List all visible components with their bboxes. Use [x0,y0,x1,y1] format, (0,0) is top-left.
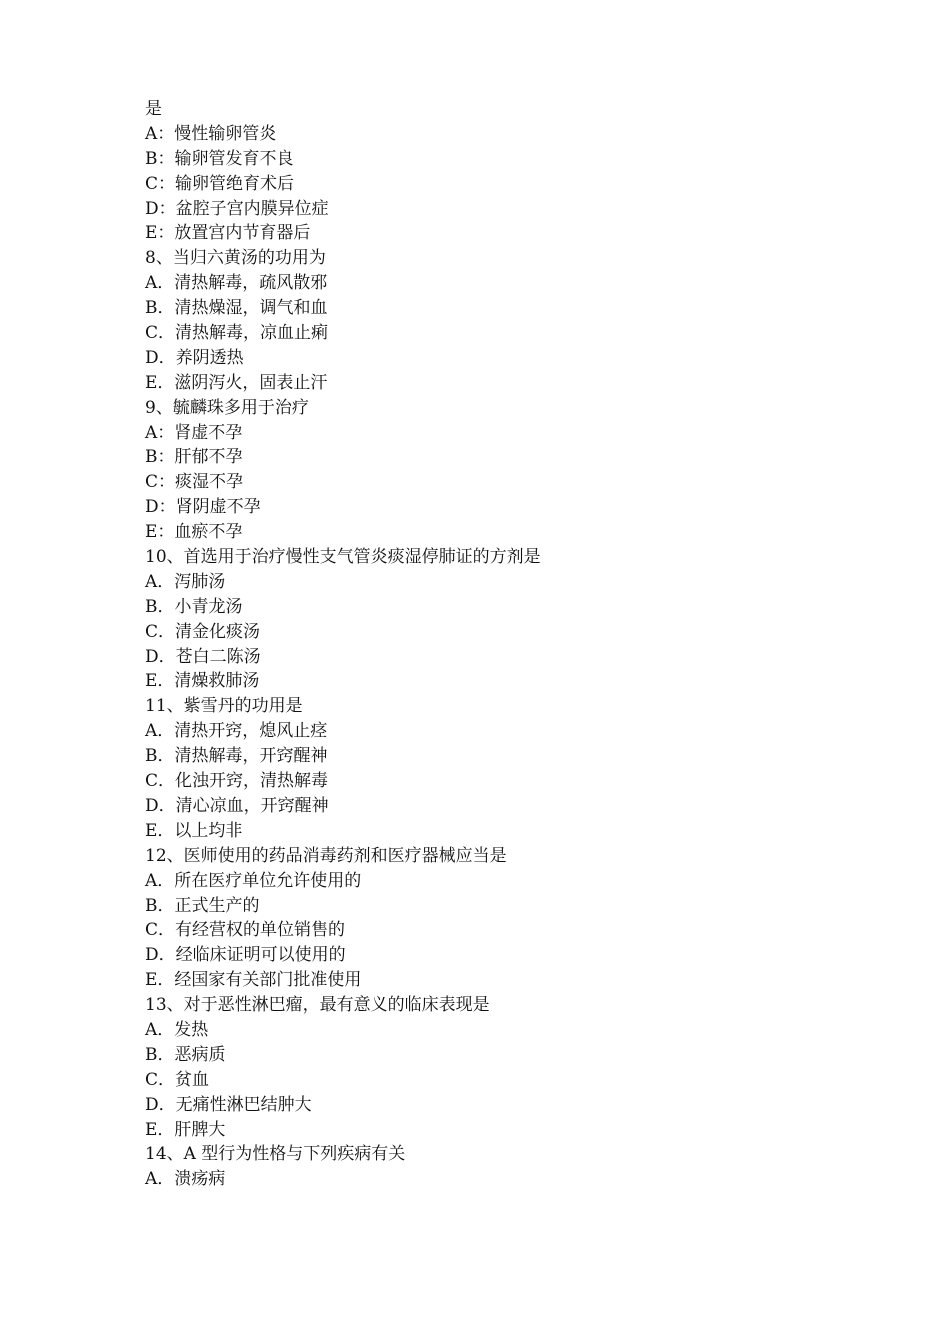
option-line: A．所在医疗单位允许使用的 [145,870,362,891]
question-9: 9、毓麟珠多用于治疗 [145,397,309,418]
option-line: B：输卵管发育不良 [145,148,294,169]
question-11: 11、紫雪丹的功用是 [145,696,303,717]
option-line: E．经国家有关部门批准使用 [145,970,362,991]
question-13: 13、对于恶性淋巴瘤，最有意义的临床表现是 [145,995,490,1016]
document-text [145,97,845,1192]
option-line: B．正式生产的 [145,895,260,916]
question-10: 10、首选用于治疗慢性支气管炎痰湿停肺证的方剂是 [145,547,541,568]
option-line: B．小青龙汤 [145,596,243,617]
option-line: B．清热燥湿，调气和血 [145,298,328,319]
option-line: C．化浊开窍，清热解毒 [145,771,329,792]
option-line: C：输卵管绝育术后 [145,173,295,194]
question-14: 14、A 型行为性格与下列疾病有关 [145,1144,406,1165]
option-line: A．清热解毒，疏风散邪 [145,273,328,294]
option-line: D．经临床证明可以使用的 [145,945,346,966]
text-line: 是 [145,99,162,119]
option-line: C．贫血 [145,1069,210,1090]
option-line: D：盆腔子宫内膜异位症 [145,198,329,219]
option-line: B：肝郁不孕 [145,447,243,468]
option-line: C．有经营权的单位销售的 [145,920,346,941]
option-line: D．苍白二陈汤 [145,646,261,667]
question-8: 8、当归六黄汤的功用为 [145,248,326,269]
option-line: E．以上均非 [145,820,243,841]
option-line: D．清心凉血，开窍醒神 [145,795,329,816]
option-line: A．清热开窍，熄风止痉 [145,721,328,742]
option-line: E．肝脾大 [145,1119,226,1140]
option-line: E．滋阴泻火，固表止汗 [145,372,328,393]
option-line: E：血瘀不孕 [145,522,243,543]
option-line: C：痰湿不孕 [145,472,244,493]
question-12: 12、医师使用的药品消毒药剂和医疗器械应当是 [145,845,507,866]
option-line: A：慢性输卵管炎 [145,123,277,144]
option-line: B．恶病质 [145,1044,226,1065]
option-line: A：肾虚不孕 [145,422,243,443]
option-line: D：肾阴虚不孕 [145,497,261,518]
option-line: D．养阴透热 [145,347,244,368]
option-line: B．清热解毒，开窍醒神 [145,746,328,767]
option-line: C．清热解毒，凉血止痢 [145,323,329,344]
option-line: E．清燥救肺汤 [145,671,260,692]
option-line: C．清金化痰汤 [145,621,261,642]
option-line: A．泻肺汤 [145,571,226,592]
option-line: A．发热 [145,1019,209,1040]
option-line: D．无痛性淋巴结肿大 [145,1094,312,1115]
option-line: E：放置宫内节育器后 [145,223,311,244]
option-line: A．溃疡病 [145,1169,226,1190]
